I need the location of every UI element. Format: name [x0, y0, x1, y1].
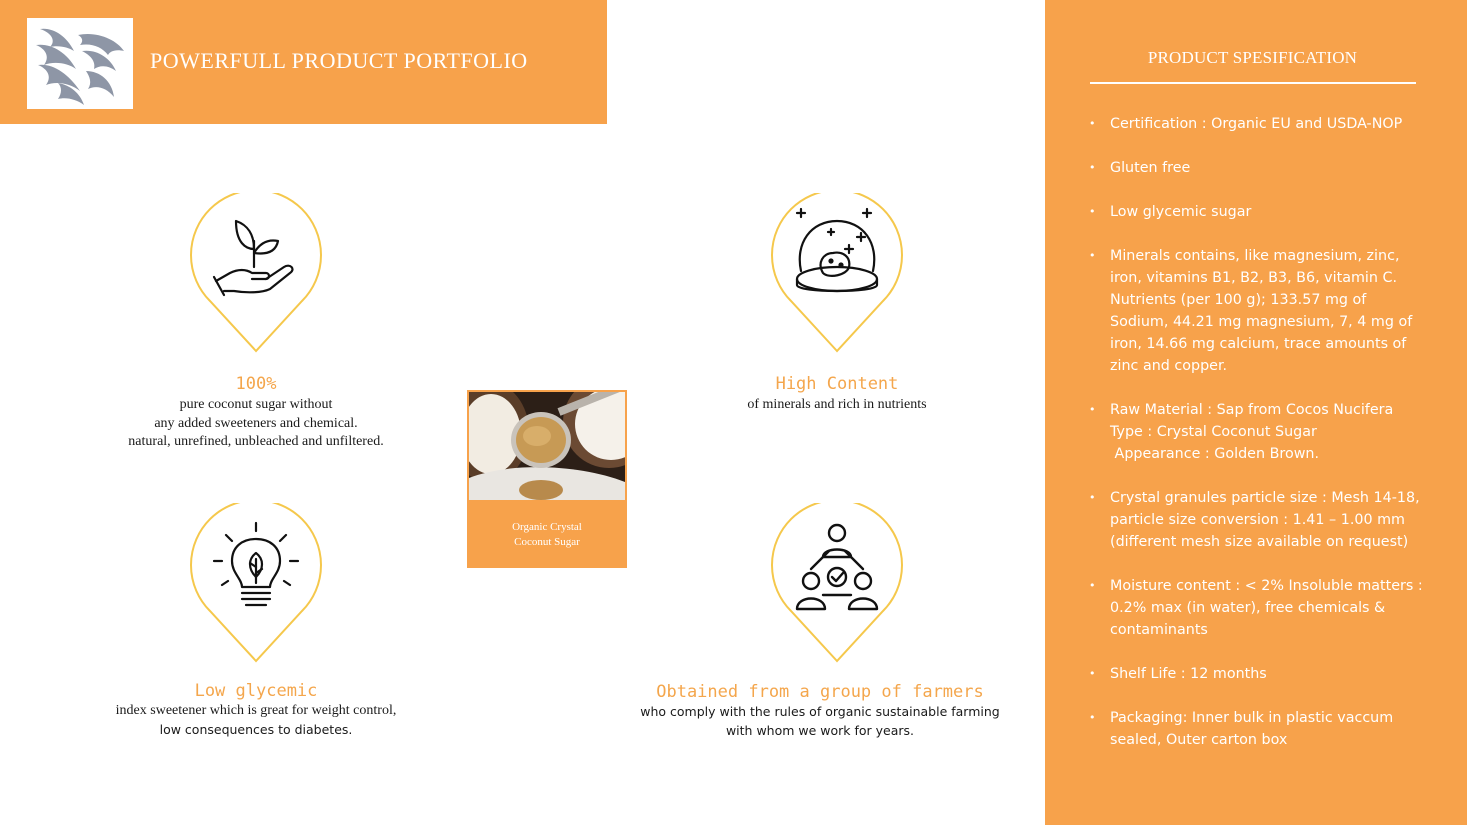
spec-item-text: • Low glycemic sugar — [1110, 204, 1252, 220]
feature-line: natural, unrefined, unbleached and unfiltered. — [128, 434, 384, 449]
eagle-wing-logo-icon — [30, 21, 130, 107]
feature-text-farmers — [610, 703, 1030, 740]
feature-line: pure coconut sugar without — [179, 397, 333, 412]
spec-item — [1085, 201, 1425, 223]
feature-heading-glycemic: Low glycemic — [194, 681, 318, 701]
feature-text-glycemic — [56, 702, 456, 739]
spec-item-text: • Shelf Life : 12 months — [1110, 666, 1267, 682]
product-photo — [467, 390, 627, 502]
spec-title: PRODUCT SPESIFICATION — [1147, 48, 1358, 67]
feature-line: with whom we work for years. — [725, 722, 915, 738]
feature-line: of minerals and rich in nutrients — [747, 397, 927, 412]
spec-item-text: • Moisture content : < 2% Insoluble matters : 0.2% max (in water), free chemicals & contaminants — [1110, 578, 1428, 638]
spec-item — [1085, 399, 1425, 465]
product-caption — [467, 502, 627, 568]
spec-item — [1085, 707, 1425, 751]
product-caption-line: Coconut Sugar — [514, 536, 580, 548]
feature-text-content — [680, 396, 994, 415]
product-caption-line: Organic Crystal — [512, 521, 582, 533]
feature-text-pure — [60, 396, 452, 452]
pin-marker — [771, 193, 903, 353]
feature-heading-content: High Content — [775, 374, 899, 394]
feature-line: index sweetener which is great for weight control, — [115, 703, 397, 718]
feature-heading-pure: 100% — [235, 374, 277, 394]
product-card — [467, 390, 627, 568]
pin-marker — [190, 193, 322, 353]
spec-item — [1085, 245, 1425, 377]
feature-line: any added sweeteners and chemical. — [154, 415, 358, 431]
spec-item — [1085, 157, 1425, 179]
spec-list — [1085, 113, 1428, 773]
page-title: POWERFULL PRODUCT PORTFOLIO — [150, 48, 528, 73]
spec-item-text: • Gluten free — [1110, 160, 1191, 176]
spec-item — [1085, 575, 1428, 641]
spec-item — [1085, 113, 1425, 135]
spec-item — [1085, 663, 1425, 685]
spec-item-text: • Crystal granules particle size : Mesh 14-18, particle size conversion : 1.41 – 1.00 mm (different mesh size available on request) — [1110, 490, 1425, 550]
coconut-sugar-spoon-image — [469, 392, 625, 500]
header-band — [0, 0, 607, 124]
feature-heading-farmers: Obtained from a group of farmers — [656, 682, 984, 702]
spec-item-text: • Certification : Organic EU and USDA-NOP — [1110, 116, 1403, 132]
spec-item-text: • Raw Material : Sap from Cocos Nucifera Type : Crystal Coconut Sugar Appearance : Golden Brown. — [1110, 402, 1394, 462]
spec-item — [1085, 487, 1425, 553]
spec-divider — [1090, 82, 1416, 84]
logo — [27, 18, 133, 109]
spec-panel — [1045, 0, 1467, 825]
spec-item-text: • Minerals contains, like magnesium, zinc, iron, vitamins B1, B2, B3, B6, vitamin C. Nutrients (per 100 g); 133.57 mg of Sodium, 44.21 mg magnesium, 7, 4 mg of iron, 14.66 mg calcium, trace amounts of zinc and copper. — [1110, 248, 1417, 374]
spec-item-text: • Packaging: Inner bulk in plastic vaccum sealed, Outer carton box — [1110, 710, 1398, 748]
pin-marker — [771, 503, 903, 663]
feature-line: who comply with the rules of organic sustainable farming — [640, 704, 1000, 719]
pin-marker — [190, 503, 322, 663]
feature-line: low consequences to diabetes. — [159, 721, 353, 737]
